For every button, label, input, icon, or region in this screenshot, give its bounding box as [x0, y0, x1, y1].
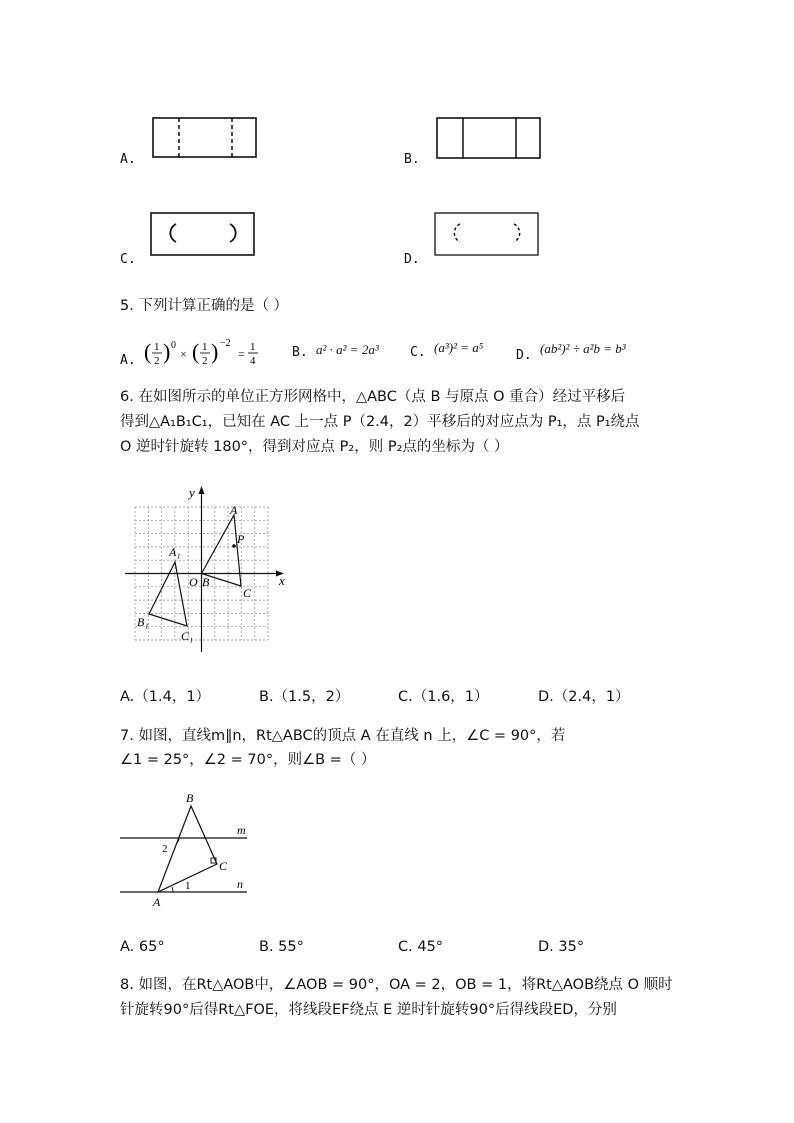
- q8-line-2: 针旋转90°后得Rt△FOE，将线段EF绕点 E 逆时针旋转90°后得线段ED，分别: [120, 1002, 617, 1018]
- q6-option-a[interactable]: A.（1.4，1）: [120, 689, 211, 705]
- q6-label-b1: B₁: [137, 615, 149, 629]
- q7-option-a[interactable]: A. 65°: [120, 939, 165, 955]
- q7-option-b[interactable]: B. 55°: [259, 939, 304, 955]
- q7-label-m: m: [237, 823, 246, 837]
- q7-label-n: n: [237, 877, 243, 891]
- q7-option-d[interactable]: D. 35°: [538, 939, 585, 955]
- q7-label-b: B: [186, 791, 194, 805]
- q7-label-angle-1: 1: [185, 880, 191, 892]
- q4-option-c-figure: [148, 210, 258, 258]
- q6-label-p: P: [237, 532, 245, 546]
- q4-option-b-label[interactable]: B.: [404, 152, 420, 167]
- svg-text:(: (: [144, 339, 152, 364]
- q5-option-d-expression: (ab²)² ÷ a²b = b³: [540, 341, 626, 356]
- svg-text:1: 1: [250, 341, 256, 353]
- svg-text:2: 2: [202, 355, 208, 367]
- q6-option-c[interactable]: C.（1.6，1）: [398, 689, 489, 705]
- q7-line-1: 7. 如图，直线m∥n，Rt△ABC的顶点 A 在直线 n 上，∠C = 90°，若: [120, 728, 566, 744]
- q5-option-c-label[interactable]: C.: [410, 345, 426, 360]
- q6-label-y: y: [189, 485, 195, 500]
- q6-label-c: C: [243, 586, 252, 600]
- q4-option-d-figure: [432, 210, 542, 258]
- q6-label-o: O: [189, 575, 198, 589]
- q6-option-b[interactable]: B.（1.5，2）: [259, 689, 350, 705]
- q7-option-c[interactable]: C. 45°: [398, 939, 444, 955]
- svg-text:(: (: [192, 339, 200, 364]
- q6-line-3: O 逆时针旋转 180°，得到对应点 P₂，则 P₂点的坐标为（ ）: [120, 439, 509, 455]
- svg-text:0: 0: [171, 340, 176, 351]
- q6-option-d[interactable]: D.（2.4，1）: [538, 689, 630, 705]
- q5-option-b-expression: a² · a² = 2a³: [316, 342, 379, 357]
- svg-text:): ): [163, 339, 171, 364]
- svg-text:−2: −2: [220, 338, 231, 349]
- q6-grid-figure: [125, 480, 295, 660]
- q5-stem: 5. 下列计算正确的是（ ）: [120, 298, 289, 314]
- q5-option-c-expression: (a³)² = a⁵: [434, 340, 484, 355]
- q5-option-a-expression: [142, 336, 272, 370]
- q6-label-a: A: [230, 503, 238, 517]
- q6-label-x: x: [279, 573, 285, 588]
- q5-option-b-label[interactable]: B.: [292, 345, 308, 360]
- svg-text:=: =: [238, 347, 245, 361]
- q4-option-a-label[interactable]: A.: [120, 152, 136, 167]
- q6-label-a1: A₁: [169, 545, 181, 559]
- svg-text:1: 1: [154, 341, 160, 353]
- q7-label-angle-2: 2: [162, 843, 168, 855]
- svg-text:4: 4: [250, 355, 256, 367]
- q4-option-c-label[interactable]: C.: [120, 252, 136, 267]
- svg-text:1: 1: [202, 341, 208, 353]
- q6-line-1: 6. 在如图所示的单位正方形网格中，△ABC（点 B 与原点 O 重合）经过平移后: [120, 389, 626, 405]
- q5-option-a-label[interactable]: A.: [120, 353, 136, 368]
- svg-text:): ): [211, 339, 219, 364]
- q4-option-a-figure: [150, 114, 260, 160]
- q8-line-1: 8. 如图，在Rt△AOB中，∠AOB = 90°，OA = 2，OB = 1，将Rt△AOB绕点 O 顺时: [120, 977, 673, 993]
- q4-option-b-figure: [434, 114, 544, 162]
- q7-label-c: C: [219, 859, 228, 873]
- q6-label-b: B: [202, 575, 210, 589]
- q7-line-2: ∠1 = 25°，∠2 = 70°，则∠B =（ ）: [120, 752, 376, 768]
- q6-line-2: 得到△A₁B₁C₁，已知在 AC 上一点 P（2.4，2）平移后的对应点为 P₁，点 P₁绕点: [120, 414, 640, 430]
- q6-label-c1: C₁: [181, 629, 194, 643]
- q7-figure: [115, 790, 255, 910]
- svg-text:2: 2: [154, 355, 160, 367]
- svg-text:×: ×: [180, 347, 187, 361]
- q7-label-a: A: [153, 895, 161, 909]
- q5-option-d-label[interactable]: D.: [516, 348, 532, 363]
- q4-option-d-label[interactable]: D.: [404, 252, 420, 267]
